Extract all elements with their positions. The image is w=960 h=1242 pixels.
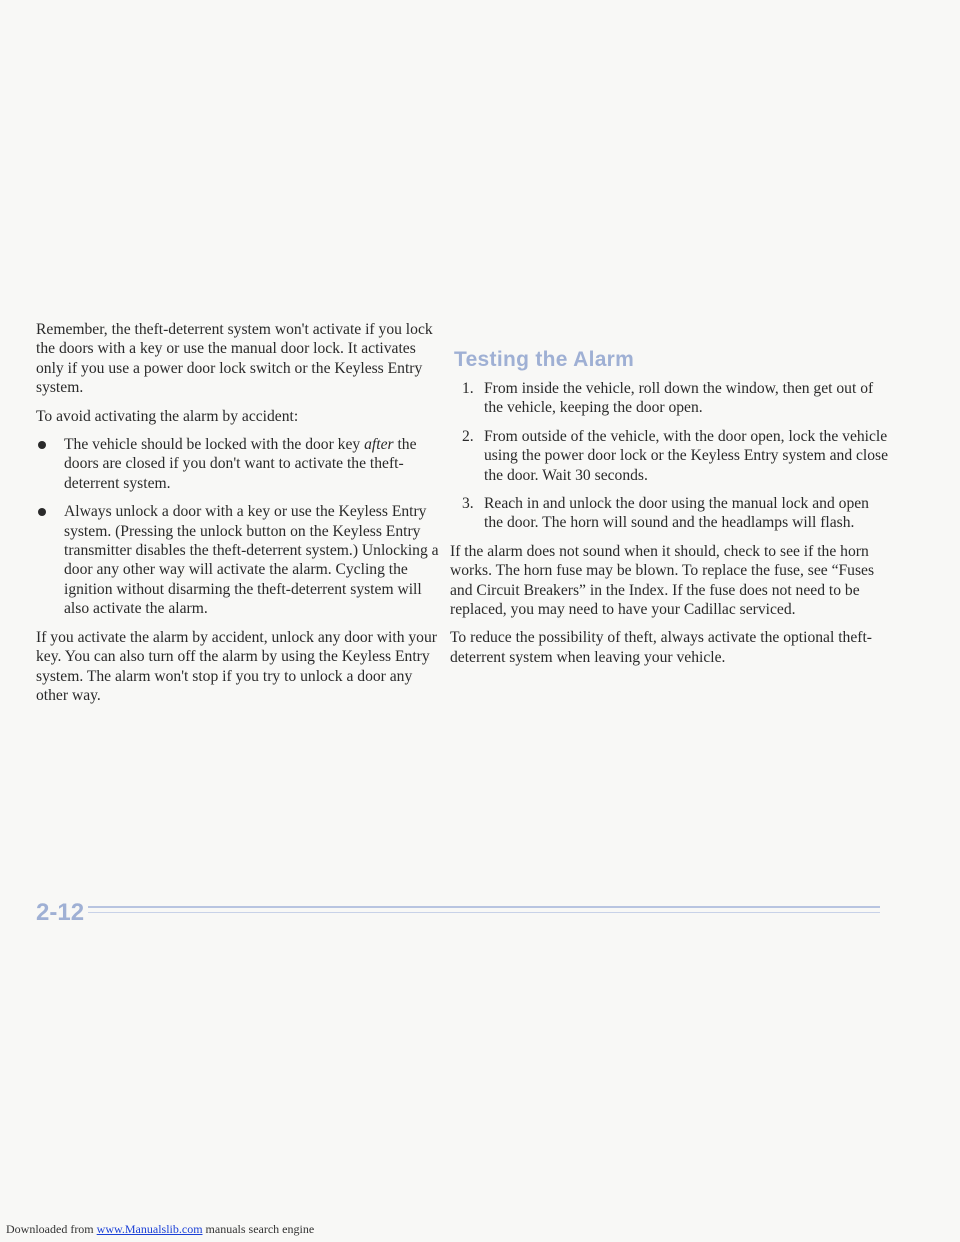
footer-rule-thin <box>88 912 880 913</box>
footer-prefix: Downloaded from <box>6 1222 97 1236</box>
fuse-paragraph: If the alarm does not sound when it should, check to see if the horn works. The horn fuse may be blown. To replace the fuse, see “Fuses and Circuit Breakers” in the Index. If the fuse does not need to be replaced, you may need to have your Cadillac serviced. <box>450 542 875 619</box>
closing-paragraph: If you activate the alarm by accident, unlock any door with your key. You can also turn off the alarm by using the Keyless Entry system. The alarm won't stop if you try to unlock a door any other way. <box>36 628 437 704</box>
avoid-bullet-list <box>36 435 446 619</box>
bullet-item <box>36 502 446 618</box>
bullet-text-before: The vehicle should be locked with the door key <box>64 436 365 454</box>
steps-list <box>450 379 890 533</box>
download-footer <box>6 1222 314 1237</box>
step-item <box>450 379 890 418</box>
page-number: 2-12 <box>36 899 85 926</box>
step-item <box>450 494 890 533</box>
footer-suffix: manuals search engine <box>202 1222 315 1236</box>
intro-paragraph: Remember, the theft-deterrent system won't activate if you lock the doors with a key or use the manual door lock. It activates only if you use a power door lock switch or the Keyless Entry system. <box>36 321 433 397</box>
section-title: Testing the Alarm <box>454 348 635 371</box>
footer-rule <box>88 906 880 908</box>
step-item <box>450 427 890 485</box>
right-column <box>450 347 890 676</box>
bullet-dot-icon <box>38 441 46 449</box>
step-text: From inside the vehicle, roll down the window, then get out of the vehicle, keeping the door open. <box>484 380 874 417</box>
bullet-dot-icon <box>38 508 46 516</box>
bullet-item <box>36 435 446 493</box>
step-number: 2. <box>462 427 474 445</box>
left-column <box>36 320 446 714</box>
bullet-text-after: the doors are closed if you don't want to activate the theft-deterrent system. <box>64 436 417 492</box>
step-number: 3. <box>462 495 474 513</box>
step-text: Reach in and unlock the door using the manual lock and open the door. The horn will sound and the headlamps will flash. <box>484 495 869 532</box>
step-text: From outside of the vehicle, with the door open, lock the vehicle using the power door lock or the Keyless Entry system and close the door. Wait 30 seconds. <box>484 427 889 484</box>
avoid-intro: To avoid activating the alarm by accident: <box>36 407 299 425</box>
bullet-text: Always unlock a door with a key or use the Keyless Entry system. (Pressing the unlock button on the Keyless Entry transmitter disables the theft-deterrent system.) Unlocking a door any other way will activate the alarm. Cycling the ignition without disarming the theft-deterrent system will also activate the alarm. <box>64 503 439 618</box>
reduce-theft-paragraph: To reduce the possibility of theft, always activate the optional theft-deterrent system when leaving your vehicle. <box>450 629 872 666</box>
bullet-emphasis: after <box>364 436 394 454</box>
step-number: 1. <box>462 380 474 397</box>
manualslib-link[interactable]: www.Manualslib.com <box>96 1222 203 1236</box>
